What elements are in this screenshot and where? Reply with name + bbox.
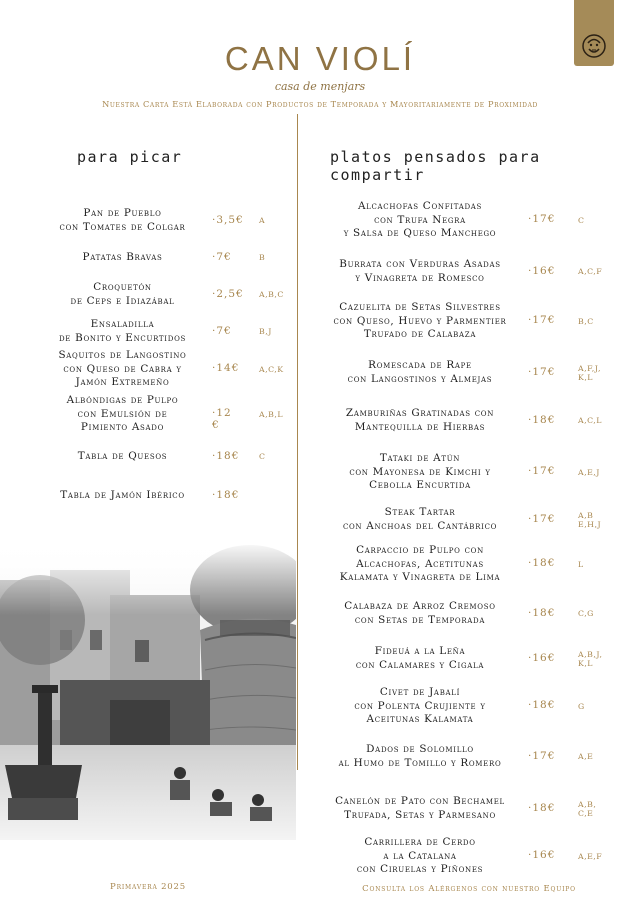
- dish-name: Cazuelita de Setas Silvestres con Queso, Huevo y Parmentier Trufado de Calabaza: [333, 301, 507, 340]
- dish-price: ·17€: [528, 365, 556, 378]
- section-title-para-picar: para picar: [77, 148, 183, 166]
- dish-allergens: A,C,F: [578, 267, 603, 276]
- dish-price: ·17€: [528, 512, 556, 525]
- column-divider: [297, 114, 298, 770]
- dish-name: Civet de Jabalí con Polenta Crujiente y Aceitunas Kalamata: [354, 686, 486, 725]
- dish-price: ·7€: [212, 250, 232, 263]
- dish-price: ·16€: [528, 264, 556, 277]
- dish-price: ·17€: [528, 213, 556, 226]
- dish-name: Carpaccio de Pulpo con Alcachofas, Acetitunas Kalamata y Vinagreta de Lima: [339, 544, 501, 583]
- brand-subtitle: casa de menjars: [274, 80, 366, 93]
- dish-price: ·17€: [528, 314, 556, 327]
- season-label: Primavera 2025: [110, 882, 186, 892]
- dish-name: Albóndigas de Pulpo con Emulsión de Pimiento Asado: [66, 394, 179, 433]
- dish-allergens: A,C,L: [578, 416, 602, 425]
- dish-name: Saquitos de Langostino con Queso de Cabra y Jamón Extremeño: [58, 349, 187, 388]
- dish-allergens: B,C: [578, 316, 594, 326]
- dish-allergens: L: [578, 559, 584, 569]
- dish-name: Burrata con Verduras Asadas y Vinagreta de Romesco: [339, 258, 501, 284]
- dish-price: ·18€: [528, 557, 556, 570]
- dish-name: Patatas Bravas: [82, 251, 163, 263]
- violinist-face-icon: [581, 33, 607, 59]
- dish-allergens: C: [259, 452, 266, 462]
- dish-name: Canelón de Pato con Bechamel Trufada, Setas y Parmesano: [335, 795, 505, 821]
- dish-allergens: A,E: [578, 752, 594, 761]
- dish-price: ·18€: [528, 413, 556, 426]
- dish-price: ·14€: [212, 362, 240, 375]
- dish-price: ·3,5€: [212, 213, 244, 226]
- dish-name: Tabla de Jamón Ibérico: [60, 489, 185, 501]
- dish-allergens: A,F,J, K,L: [578, 363, 601, 382]
- dish-price: ·16€: [528, 651, 556, 664]
- menu-tagline: Nuestra Carta Está Elaborada con Productos de Temporada y Mayoritariamente de Proximidad: [102, 99, 538, 109]
- dish-allergens: B: [259, 253, 266, 263]
- dish-name: Fideuá a la Leña con Calamares y Cigala: [355, 645, 485, 671]
- dish-allergens: A,B,J, K,L: [578, 649, 603, 668]
- dish-name: Steak Tartar con Anchoas del Cantábrico: [342, 506, 498, 532]
- allergen-note: Consulta los Alérgenos con nuestro Equipo: [362, 884, 576, 894]
- dish-allergens: A: [259, 216, 266, 225]
- dish-allergens: A,B,L: [259, 409, 283, 419]
- dish-allergens: A,C,K: [259, 364, 284, 374]
- dish-name: Carrillera de Cerdo a la Catalana con Ciruelas y Piñones: [356, 836, 484, 875]
- dish-price: ·18€: [528, 699, 556, 712]
- dish-name: Alcachofas Confitadas con Trufa Negra y Salsa de Queso Manchego: [343, 200, 497, 239]
- dish-allergens: C,G: [578, 609, 594, 618]
- dish-allergens: G: [578, 701, 585, 711]
- dish-price: ·18€: [528, 606, 556, 619]
- dish-name: Pan de Pueblo con Tomates de Colgar: [59, 207, 186, 233]
- dish-allergens: A,B,C: [259, 290, 284, 299]
- dish-price: ·17€: [528, 749, 556, 762]
- dish-allergens: A,E,J: [578, 467, 600, 477]
- logo-badge: [574, 0, 614, 66]
- dish-price: ·18€: [212, 449, 240, 462]
- dish-name: Tabla de Quesos: [77, 450, 168, 462]
- dish-price: ·12 €: [212, 407, 232, 432]
- vintage-fountain-photo: [0, 540, 296, 840]
- dish-price: ·2,5€: [212, 287, 244, 300]
- dish-name: Tataki de Atún con Mayonesa de Kimchi y Cebolla Encurtida: [349, 452, 491, 491]
- dish-name: Dados de Solomillo al Humo de Tomillo y Romero: [338, 743, 502, 769]
- dish-price: ·18€: [528, 801, 556, 814]
- dish-allergens: C: [578, 215, 585, 225]
- dish-allergens: A,B E,H,J: [578, 510, 602, 529]
- brand-name: CAN VIOLÍ: [224, 40, 416, 77]
- dish-allergens: A,B, C,E: [578, 799, 597, 818]
- dish-name: Croquetón de Ceps e Idiazábal: [70, 281, 175, 307]
- dish-name: Zamburiñas Gratinadas con Mantequilla de Hierbas: [345, 407, 495, 433]
- dish-allergens: A,E,F: [578, 851, 603, 861]
- dish-price: ·7€: [212, 324, 232, 337]
- section-title-compartir: platos pensados para compartir: [330, 148, 541, 184]
- dish-price: ·16€: [528, 849, 556, 862]
- dish-price: ·18€: [212, 488, 240, 501]
- dish-name: Romescada de Rape con Langostinos y Almejas: [347, 359, 493, 385]
- dish-name: Calabaza de Arroz Cremoso con Setas de Temporada: [344, 600, 496, 626]
- dish-price: ·17€: [528, 465, 556, 478]
- dish-allergens: B,J: [259, 327, 272, 336]
- dish-name: Ensaladilla de Bonito y Encurtidos: [58, 318, 187, 344]
